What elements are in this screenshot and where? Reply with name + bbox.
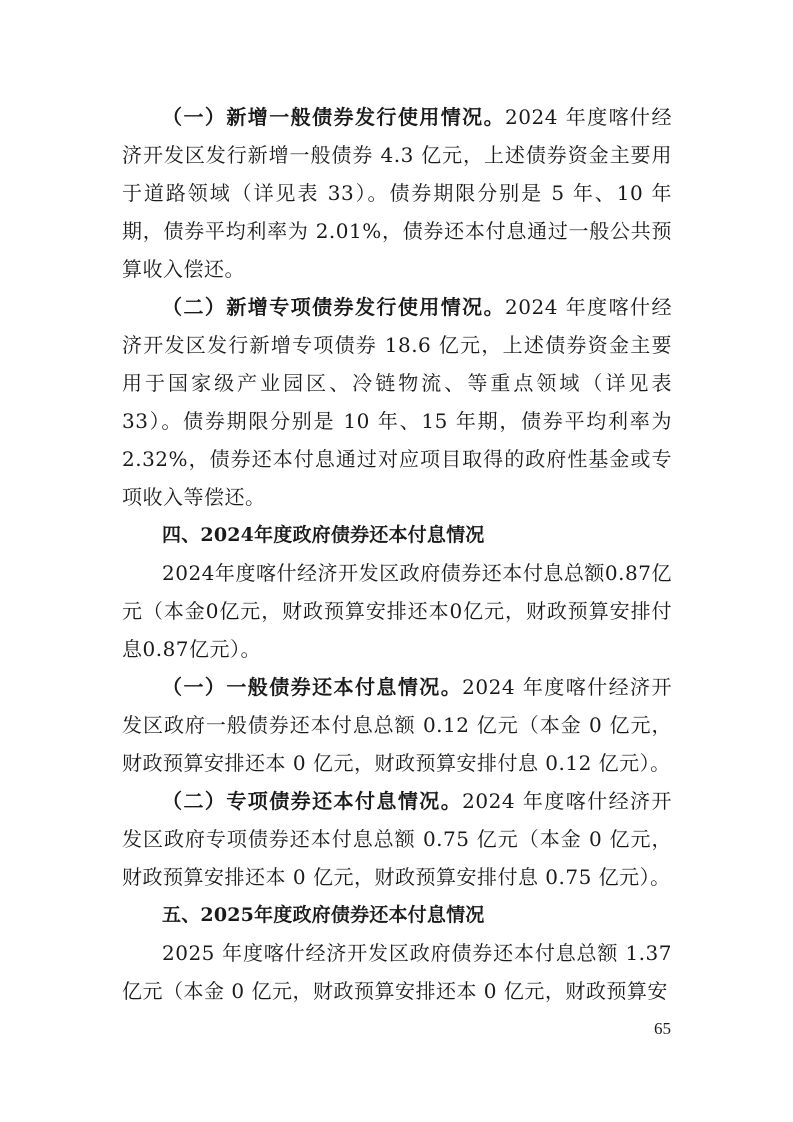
section-heading-2024-repayment: 四、2024年度政府债券还本付息情况 (162, 524, 485, 546)
paragraph-general-bond-repayment (122, 668, 672, 782)
paragraph-text: 2024 年度喀什经济开发区政府一般债券还本付息总额 0.12 亿元（本金 0 亿元，财政预算安排还本 0 亿元，财政预算安排付息 0.12 亿元）。 (122, 675, 672, 775)
section-heading-2025-repayment: 五、2025年度政府债券还本付息情况 (162, 904, 485, 926)
paragraph-new-general-bonds (122, 98, 672, 288)
paragraph-lead: （一）一般债券还本付息情况。 (162, 675, 463, 699)
paragraph-text: 2024 年度喀什经济开发区发行新增一般债券 4.3 亿元，上述债券资金主要用于道路领域（详见表 33）。债券期限分别是 5 年、10 年期，债券平均利率为 2.01%，债券还本付息通过一般公共预算收入偿还。 (122, 105, 673, 281)
paragraph-lead: （二）新增专项债券发行使用情况。 (162, 295, 506, 319)
paragraph-text: 2024 年度喀什经济开发区发行新增专项债券 18.6 亿元，上述债券资金主要用于国家级产业园区、冷链物流、等重点领域（详见表 33）。债券期限分别是 10 年、15 年期，债券平均利率为 2.32%，债券还本付息通过对应项目取得的政府性基金或专项收入等偿还。 (122, 295, 673, 509)
paragraph-2025-repayment-total: 2025 年度喀什经济开发区政府债券还本付息总额 1.37 亿元（本金 0 亿元，财政预算安排还本 0 亿元，财政预算安 (122, 941, 672, 1003)
page-number: 65 (654, 1019, 671, 1038)
paragraph-lead: （一）新增一般债券发行使用情况。 (162, 105, 506, 129)
paragraph-2024-repayment-total: 2024年度喀什经济开发区政府债券还本付息总额0.87亿元（本金0亿元，财政预算安排还本0亿元，财政预算安排付息0.87亿元）。 (122, 561, 672, 661)
page-content (122, 98, 672, 1010)
paragraph-text: 2024 年度喀什经济开发区政府专项债券还本付息总额 0.75 亿元（本金 0 亿元，财政预算安排还本 0 亿元，财政预算安排付息 0.75 亿元）。 (122, 789, 672, 889)
paragraph-special-bond-repayment (122, 782, 672, 896)
paragraph-new-special-bonds (122, 288, 672, 516)
paragraph-lead: （二）专项债券还本付息情况。 (162, 789, 463, 813)
